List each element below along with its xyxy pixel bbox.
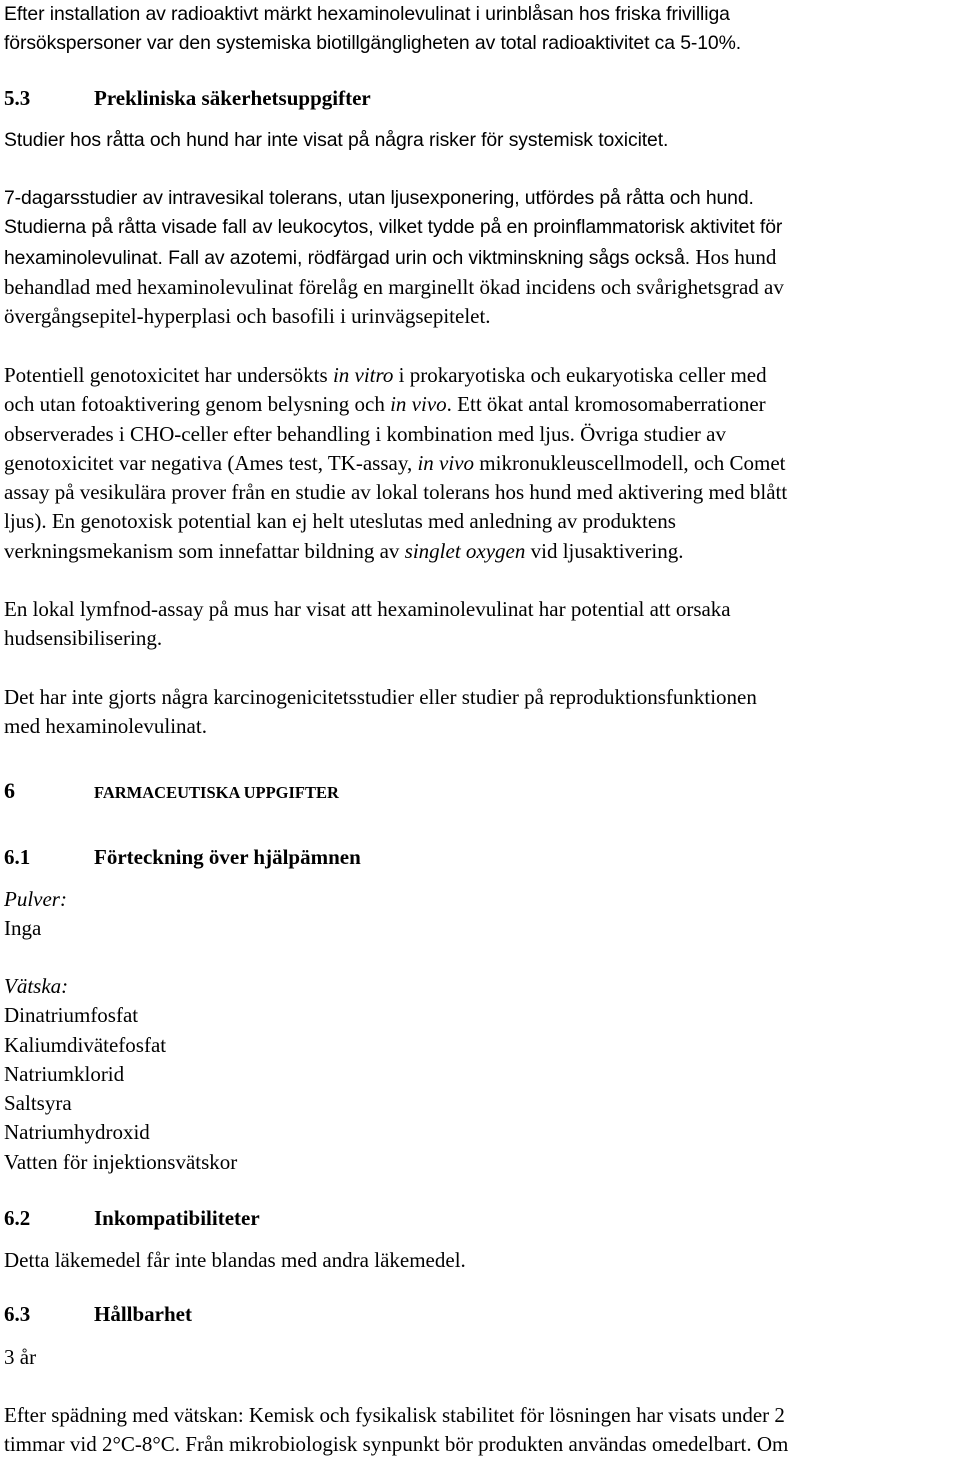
section-heading-6-3 xyxy=(4,1300,192,1329)
preclinical-paragraph-2 xyxy=(4,184,956,331)
text-run: mikronukleuscellmodell, och Comet xyxy=(474,450,786,475)
list-item: Vatten för injektionsvätskor xyxy=(4,1149,238,1174)
section-number: 6.2 xyxy=(4,1206,31,1230)
preclinical-paragraph-1: Studier hos råtta och hund har inte visat på några risker för systemisk toxicitet. xyxy=(4,129,669,151)
intro-line: försökspersoner var den systemiska biotillgängligheten av total radioaktivitet ca 5-10%. xyxy=(4,32,742,55)
italic-term: singlet oxygen xyxy=(404,538,526,563)
paragraph-line: En lokal lymfnod-assay på mus har visat att hexaminolevulinat har potential att orsaka xyxy=(4,597,731,621)
section-title: Hållbarhet xyxy=(94,1302,192,1326)
paragraph-line: Det har inte gjorts några karcinogenicitetsstudier eller studier på reproduktionsfunktionen xyxy=(4,685,757,709)
powder-label: Pulver: xyxy=(4,887,67,911)
powder-value: Inga xyxy=(4,916,42,941)
section-heading-6 xyxy=(4,776,339,807)
paragraph-line xyxy=(4,361,956,390)
liquid-label: Vätska: xyxy=(4,974,69,998)
intro-line: Efter installation av radioaktivt märkt hexaminolevulinat i urinblåsan hos friska frivilliga xyxy=(4,3,730,25)
paragraph-line: hudsensibilisering. xyxy=(4,626,163,651)
text-run: verkningsmekanism som innefattar bildning av xyxy=(4,538,405,563)
carcinogenicity-paragraph xyxy=(4,683,956,742)
section-heading-6-1 xyxy=(4,843,361,872)
paragraph-line xyxy=(4,449,956,478)
lymph-node-paragraph xyxy=(4,595,956,654)
paragraph-text: Hos hund xyxy=(695,244,777,269)
paragraph-line xyxy=(4,243,956,273)
list-item: Saltsyra xyxy=(4,1091,72,1116)
italic-term: in vitro xyxy=(332,363,394,387)
paragraph-line xyxy=(4,390,956,419)
list-item: Natriumklorid xyxy=(4,1061,125,1086)
section-heading-5-3 xyxy=(4,84,371,113)
section-heading-6-2 xyxy=(4,1204,260,1233)
paragraph-line: timmar vid 2°C-8°C. Från mikrobiologisk synpunkt bör produkten användas omedelbart. Om xyxy=(4,1432,789,1457)
text-run: genotoxicitet var negativa (Ames test, TK-assay, xyxy=(4,450,418,475)
text-run: vid ljusaktivering. xyxy=(525,538,684,563)
paragraph-line: behandlad med hexaminolevulinat förelåg en marginellt ökad incidens och svårighetsgrad av xyxy=(4,274,784,299)
paragraph-line: övergångsepitel-hyperplasi och basofili i urinvägsepitelet. xyxy=(4,304,491,329)
paragraph-line: med hexaminolevulinat. xyxy=(4,714,207,739)
paragraph-line: observerades i CHO-celler efter behandling i kombination med ljus. Övriga studier av xyxy=(4,421,726,446)
section-title: Förteckning över hjälpämnen xyxy=(94,845,361,869)
section-title: Inkompatibiliteter xyxy=(94,1206,260,1230)
genotoxicity-paragraph xyxy=(4,361,956,566)
italic-term: in vivo xyxy=(417,450,475,475)
shelf-life-value: 3 år xyxy=(4,1345,37,1369)
liquid-excipients xyxy=(4,972,237,1177)
section-title: Prekliniska säkerhetsuppgifter xyxy=(94,86,371,110)
intro-paragraph xyxy=(4,0,956,59)
paragraph-line: Studierna på råtta visade fall av leukocytos, vilket tydde på en proinflammatorisk aktivitet för xyxy=(4,216,783,239)
paragraph-line: Efter spädning med vätskan: Kemisk och fysikalisk stabilitet för lösningen har visats under 2 xyxy=(4,1403,785,1427)
shelf-life-paragraph xyxy=(4,1401,956,1460)
excipient-list xyxy=(4,1001,237,1177)
powder-excipients xyxy=(4,885,67,944)
paragraph-text: hexaminolevulinat. Fall av azotemi, rödfärgad urin och viktminskning sågs också. xyxy=(4,246,691,269)
section-title: FARMACEUTISKA UPPGIFTER xyxy=(94,783,339,802)
paragraph-line: assay på vesikulära prover från en studie av lokal tolerans hos hund med aktivering med blått xyxy=(4,480,788,505)
section-number: 6 xyxy=(4,778,15,803)
italic-term: in vivo xyxy=(390,392,447,417)
list-item: Kaliumdivätefosfat xyxy=(4,1032,167,1057)
list-item: Dinatriumfosfat xyxy=(4,1003,139,1028)
paragraph-line: 7-dagarsstudier av intravesikal tolerans, utan ljusexponering, utfördes på råtta och hund. xyxy=(4,187,754,209)
paragraph-line: ljus). En genotoxisk potential kan ej helt uteslutas med anledning av produktens xyxy=(4,509,676,534)
section-number: 5.3 xyxy=(4,86,31,110)
section-number: 6.1 xyxy=(4,845,31,869)
text-run: i prokaryotiska och eukaryotiska celler med xyxy=(393,363,767,387)
text-run: och utan fotoaktivering genom belysning och xyxy=(4,392,391,417)
text-run: . Ett ökat antal kromosomaberrationer xyxy=(446,392,766,417)
section-number: 6.3 xyxy=(4,1302,31,1326)
text-run: Potentiell genotoxicitet har undersökts xyxy=(4,363,333,387)
paragraph-line xyxy=(4,537,956,566)
incompatibility-text: Detta läkemedel får inte blandas med andra läkemedel. xyxy=(4,1248,466,1272)
list-item: Natriumhydroxid xyxy=(4,1120,150,1145)
